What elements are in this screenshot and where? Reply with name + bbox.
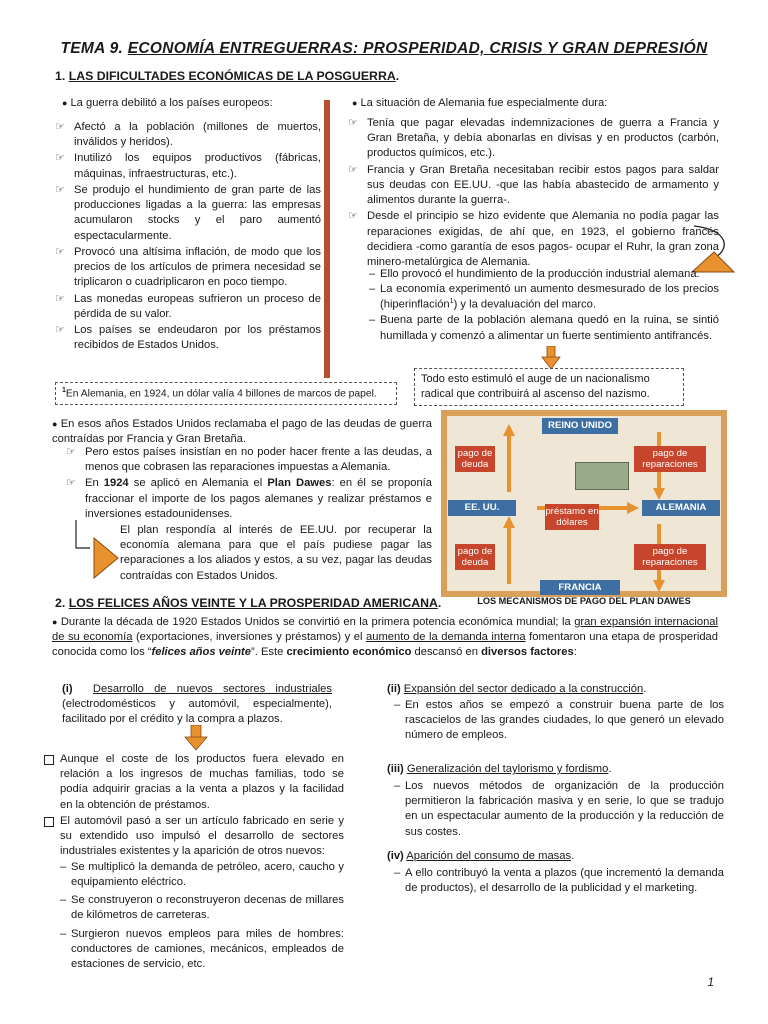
factor-iv: (iv) Aparición del consumo de masas. — [387, 850, 575, 862]
list-item: – Surgieron nuevos empleos para miles de hombres: conductores de camiones, mecánicos, empleados de estaciones de servicio, etc. — [60, 927, 344, 973]
diagram-eeuu: EE. UU. — [448, 500, 516, 516]
list-item: ☞ Desde el principio se hizo evidente que Alemania no podía pagar las reparaciones exigidas, de ahí que, en 1923, el gobierno francés decidiera -como garantía de esos pagos- ocupar el Ruhr, la gran zona minero-metalúrgica de Alemania. — [348, 210, 719, 269]
down-arrow-icon — [184, 725, 208, 751]
hand-pointer-icon: ☞ — [55, 245, 65, 258]
factor-iv-list — [394, 866, 724, 896]
page-number: 1 — [707, 975, 714, 989]
factor-iii-list — [394, 779, 724, 840]
list-item: ☞ Provocó una altísima inflación, de modo que los precios de los artículos de primera necesidad se triplicaron o cuadriplicaron en poco tiempo. — [55, 245, 321, 289]
diagram-pago-reparaciones-2: pago de reparaciones — [634, 544, 706, 570]
bracket-arrow-icon — [72, 520, 120, 582]
list-item: ☞ Francia y Gran Bretaña necesitaban recibir estos pagos para saldar sus deudas con EE.UU. -que las había abastecido de armamento y alimentos durante la guerra-. — [348, 163, 719, 207]
diagram-pago-deuda-1: pago de deuda — [455, 446, 495, 472]
s1-left-list — [55, 120, 321, 355]
factor-i-dash-list — [44, 860, 344, 973]
diagram-prestamo: préstamo en dólares — [545, 505, 599, 528]
hand-pointer-icon: ☞ — [348, 163, 358, 176]
footnote-box: $^1$En Alemania, en 1924, un dólar valía 4 billones de marcos de papel. — [55, 382, 397, 405]
list-item: El automóvil pasó a ser un artículo fabricado en serie y su extendido uso impulsó el desarrollo de sectores industriales existentes y la aparición de otros nuevos: — [44, 814, 344, 860]
hand-pointer-icon: ☞ — [55, 152, 65, 165]
hand-pointer-icon: ☞ — [348, 117, 358, 129]
list-item: – La economía experimentó un aumento desmesurado de los precios (hiperinflación$^1$) y la devaluación del marco. — [369, 282, 719, 313]
s1-right-intro: ● La situación de Alemania fue especialmente dura: — [352, 97, 608, 109]
list-item: – Buena parte de la población alemana quedó en la ruina, se sintió humillada y comenzó a alimentar un fuerte sentimiento antifrancés. — [369, 313, 719, 343]
list-item: – En estos años se empezó a construir buena parte de los rascacielos de las grandes ciudades, lo que generó un elevado número de empleos. — [394, 698, 724, 744]
checkbox-square-icon — [44, 817, 54, 827]
dollar-bill-icon — [575, 462, 629, 490]
list-item: ☞ Las monedas europeas sufrieron un proceso de pérdida de su valor. — [55, 292, 321, 320]
diagram-pago-deuda-2: pago de deuda — [455, 544, 495, 570]
list-item: ☞ Afectó a la población (millones de muertos, inválidos y heridos). — [55, 121, 321, 149]
checkbox-square-icon — [44, 755, 54, 765]
diagram-francia: FRANCIA — [540, 580, 620, 595]
factor-iii: (iii) Generalización del taylorismo y fordismo. — [387, 763, 612, 775]
factor-i: (i) Desarrollo de nuevos sectores industriales (electrodomésticos y automóvil, especialmente), facilitado por el crédito y la compra a plazos. — [62, 683, 332, 726]
list-item: – Ello provocó el hundimiento de la producción industrial alemana. — [369, 267, 719, 282]
column-divider — [324, 100, 330, 378]
hand-pointer-icon: ☞ — [348, 210, 358, 223]
list-item: – Los nuevos métodos de organización de la producción permitieron la fabricación masiva y en serie, lo que se tradujo en un espectacular aumento de la producción y la reducción de sus costes. — [394, 779, 724, 840]
s1-left-intro: ● La guerra debilitó a los países europeos: — [62, 97, 273, 109]
list-item: ☞ Se produjo el hundimiento de gran parte de las producciones ligadas a la guerra: las empresas acumularon stocks y el paro aumentó espectacularmente. — [55, 183, 321, 242]
diagram-pago-reparaciones-1: pago de reparaciones — [634, 446, 706, 472]
dawes-list — [66, 445, 432, 523]
nazism-box: Todo esto estimuló el auge de un nacionalismo radical que contribuirá al ascenso del nazismo. — [414, 368, 684, 406]
diagram-alemania: ALEMANIA — [642, 500, 720, 516]
list-item: Aunque el coste de los productos fuera elevado en relación a los ingresos de muchas familias, todo se podía adquirir gracias a la venta a plazos y la facilidad en la obtención de préstamos. — [44, 752, 344, 813]
hand-pointer-icon: ☞ — [55, 183, 65, 196]
s2-intro: ● Durante la década de 1920 Estados Unidos se convirtió en la primera potencia económica mundial; la gran expansión internacional de su economía (exportaciones, inversiones y préstamos) y el aumento de la demanda interna fomentaron una etapa de prosperidad conocida como los “felices años veinte”. Este crecimiento económico descansó en diversos factores: — [52, 616, 719, 659]
factor-i-detail — [44, 752, 344, 972]
page-title: TEMA 9. ECONOMÍA ENTREGUERRAS: PROSPERIDAD, CRISIS Y GRAN DEPRESIÓN — [60, 40, 708, 57]
diagram-reino-unido: REINO UNIDO — [542, 418, 618, 434]
list-item: ☞ Inutilizó los equipos productivos (fábricas, máquinas, infraestructuras, etc.). — [55, 152, 321, 180]
section-1-heading: 1. LAS DIFICULTADES ECONÓMICAS DE LA POSGUERRA. — [55, 69, 400, 83]
factor-ii-list — [394, 698, 724, 744]
section-2-heading: 2. LOS FELICES AÑOS VEINTE Y LA PROSPERIDAD AMERICANA. — [55, 596, 442, 610]
list-item: ☞ Tenía que pagar elevadas indemnizaciones de guerra a Francia y Gran Bretaña, y debía abonarlas en divisas y en productos (carbón, productos químicos, etc.). — [348, 117, 719, 160]
s1-dash-list — [369, 267, 719, 344]
hand-pointer-icon: ☞ — [66, 477, 76, 490]
s1-right-list — [348, 116, 719, 271]
list-item: – Se multiplicó la demanda de petróleo, acero, caucho y equipamiento eléctrico. — [60, 860, 344, 890]
list-item: ☞ Los países se endeudaron por los préstamos recibidos de Estados Unidos. — [55, 324, 321, 352]
dawes-intro: ● En esos años Estados Unidos reclamaba el pago de las deudas de guerra contraídas por Francia y Gran Bretaña. — [52, 418, 433, 446]
hand-pointer-icon: ☞ — [55, 121, 65, 133]
down-arrow-icon — [541, 346, 561, 370]
hand-pointer-icon: ☞ — [66, 446, 76, 458]
list-item: – Se construyeron o reconstruyeron decenas de millares de kilómetros de carreteras. — [60, 893, 344, 923]
factor-ii: (ii) Expansión del sector dedicado a la construcción. — [387, 683, 647, 695]
hand-pointer-icon: ☞ — [55, 324, 65, 337]
list-item: ☞ Pero estos países insistían en no poder hacer frente a las deudas, a menos que cobrasen las reparaciones impuestas a Alemania. — [66, 446, 432, 474]
list-item: – A ello contribuyó la venta a plazos (que incrementó la demanda de productos), el desarrollo de la publicidad y el marketing. — [394, 866, 724, 896]
diagram-caption: LOS MECANISMOS DE PAGO DEL PLAN DAWES — [477, 596, 691, 606]
hand-pointer-icon: ☞ — [55, 292, 65, 305]
list-item: ☞ En 1924 se aplicó en Alemania el Plan Dawes: en él se proponía fraccionar el importe de los pagos alemanes y realizar préstamos e inversiones estadounidenses. — [66, 477, 432, 520]
dawes-conclusion: El plan respondía al interés de EE.UU. por recuperar la economía alemana para que el país pudiese pagar las reparaciones a los aliados y estos, a su vez, pagar las deudas contraídas con Estados Unidos. — [120, 524, 432, 582]
